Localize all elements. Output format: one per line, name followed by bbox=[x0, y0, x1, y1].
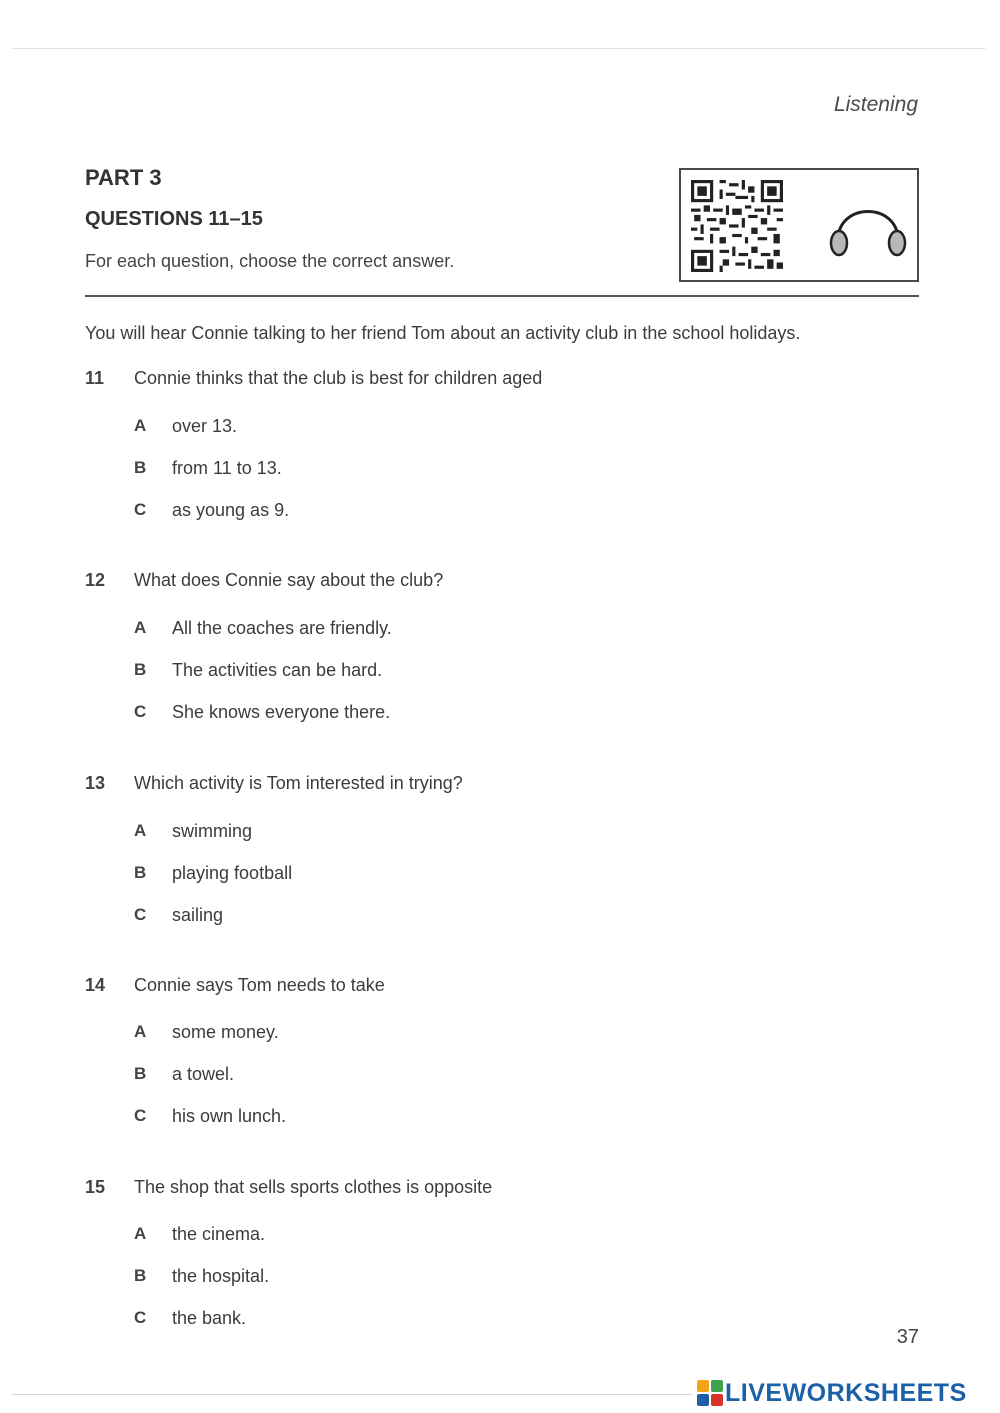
audio-box[interactable] bbox=[679, 168, 919, 282]
question-text: What does Connie say about the club? bbox=[134, 570, 444, 590]
questions-title: QUESTIONS 11–15 bbox=[85, 208, 263, 230]
top-divider bbox=[12, 48, 986, 49]
option-letter: A bbox=[134, 618, 147, 637]
option-letter: B bbox=[134, 660, 147, 679]
section-label: Listening bbox=[833, 93, 918, 116]
qr-code-icon[interactable] bbox=[691, 180, 783, 272]
option-letter: C bbox=[134, 905, 147, 924]
option-text: from 11 to 13. bbox=[172, 458, 282, 478]
option-letter: B bbox=[134, 1064, 147, 1083]
instruction-text: For each question, choose the correct answer. bbox=[85, 251, 455, 271]
liveworksheets-logo[interactable] bbox=[697, 1378, 967, 1408]
question-text: Connie thinks that the club is best for children aged bbox=[134, 368, 543, 388]
bottom-divider bbox=[12, 1394, 692, 1395]
option-letter: A bbox=[134, 416, 147, 435]
option-text: The activities can be hard. bbox=[172, 660, 383, 680]
option-letter: C bbox=[134, 500, 147, 519]
question-number: 11 bbox=[85, 368, 105, 388]
intro-text: You will hear Connie talking to her friend Tom about an activity club in the school holidays. bbox=[85, 323, 801, 343]
option-letter: C bbox=[134, 702, 147, 721]
option-letter: A bbox=[134, 1022, 147, 1041]
option-text: the cinema. bbox=[172, 1224, 266, 1244]
option-text: sailing bbox=[172, 905, 224, 925]
part-title: PART 3 bbox=[85, 165, 162, 190]
option-text: swimming bbox=[172, 821, 253, 841]
option-letter: C bbox=[134, 1308, 147, 1327]
option-text: as young as 9. bbox=[172, 500, 290, 520]
option-letter: A bbox=[134, 821, 147, 840]
option-letter: B bbox=[134, 458, 147, 477]
option-letter: C bbox=[134, 1106, 147, 1125]
headphones-icon bbox=[824, 188, 912, 262]
option-text: She knows everyone there. bbox=[172, 702, 391, 722]
question-text: Connie says Tom needs to take bbox=[134, 975, 385, 995]
question-number: 14 bbox=[85, 975, 106, 995]
question-number: 12 bbox=[85, 570, 106, 590]
option-letter: B bbox=[134, 863, 147, 882]
option-text: over 13. bbox=[172, 416, 238, 436]
header-divider bbox=[85, 295, 919, 297]
question-text: The shop that sells sports clothes is opposite bbox=[134, 1177, 493, 1197]
page-number: 37 bbox=[896, 1326, 919, 1348]
option-text: the hospital. bbox=[172, 1266, 270, 1286]
option-text: the bank. bbox=[172, 1308, 247, 1328]
question-text: Which activity is Tom interested in trying? bbox=[134, 773, 463, 793]
option-letter: A bbox=[134, 1224, 147, 1243]
liveworksheets-logo-icon bbox=[697, 1380, 723, 1406]
question-number: 13 bbox=[85, 773, 106, 793]
question-number: 15 bbox=[85, 1177, 106, 1197]
brand-text: LIVEWORKSHEETS bbox=[725, 1378, 967, 1407]
option-text: All the coaches are friendly. bbox=[172, 618, 392, 638]
option-text: playing football bbox=[172, 863, 293, 883]
option-letter: B bbox=[134, 1266, 147, 1285]
option-text: some money. bbox=[172, 1022, 279, 1042]
option-text: his own lunch. bbox=[172, 1106, 287, 1126]
option-text: a towel. bbox=[172, 1064, 235, 1084]
